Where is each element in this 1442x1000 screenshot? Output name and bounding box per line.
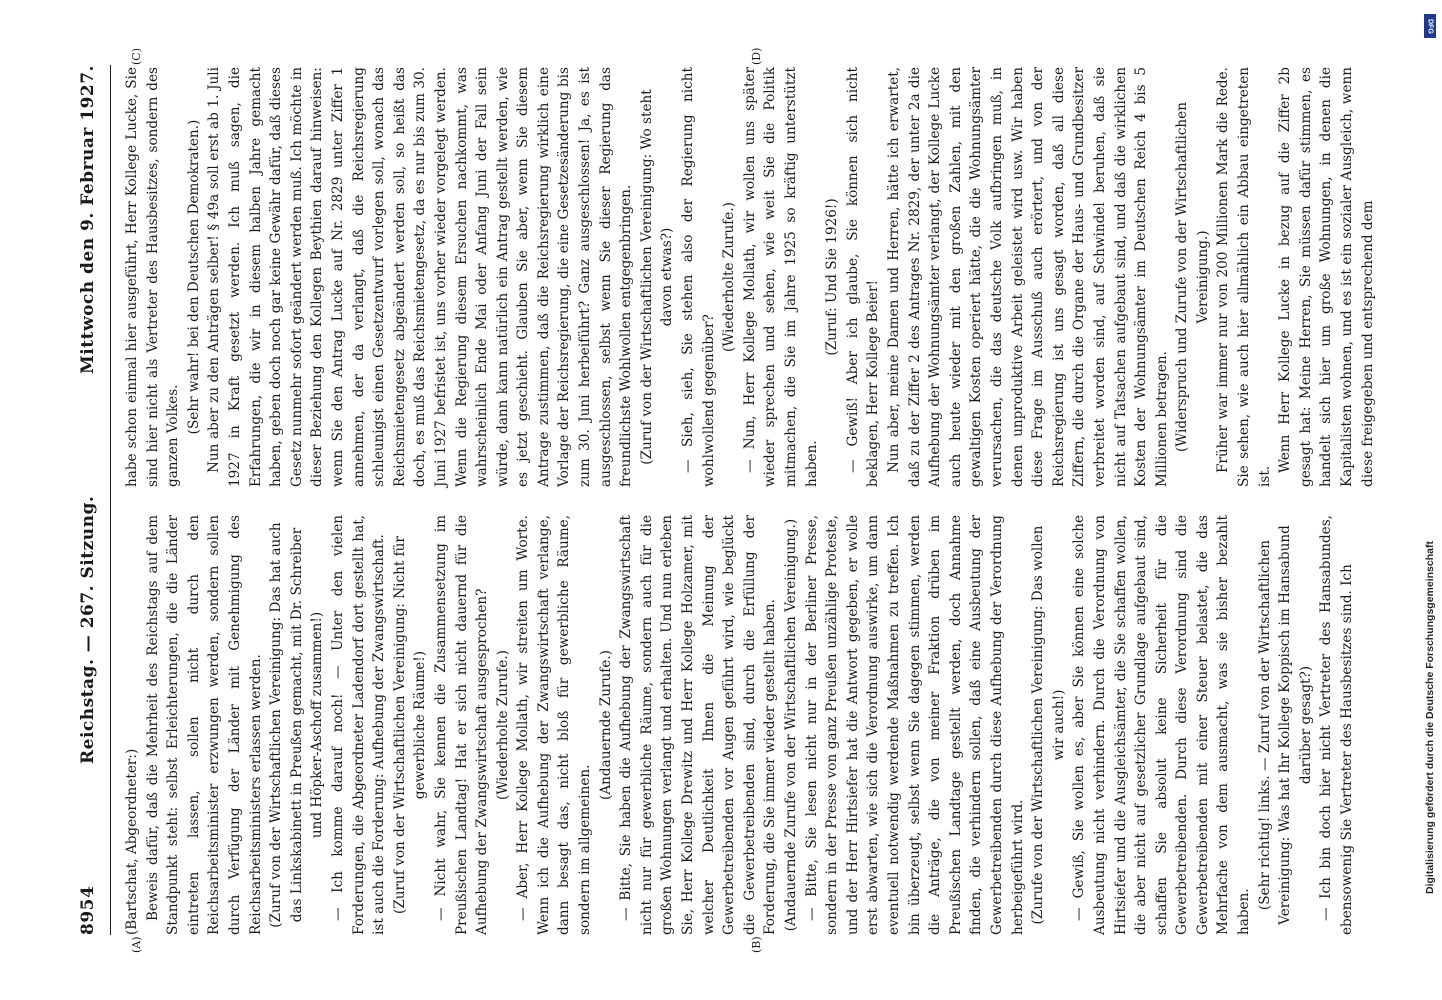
paragraph: habe schon einmal hier ausgeführt, Herr Kollege Lucke, Sie sind hier nicht als Vertreter des Hausbesitzes, sondern des ganzen Volkes. <box>124 67 182 487</box>
paragraph: — Gewiß! Aber ich glaube, Sie können sich nicht beklagen, Herr Kollege Beier! <box>844 67 882 487</box>
session-date: Mittwoch den 9. Februar 1927. <box>78 65 98 375</box>
interjection: (Andauernde Zurufe.) <box>597 650 614 800</box>
left-column <box>122 515 1380 935</box>
paragraph: Wenn Herr Kollege Lucke in bezug auf die Ziffer 2b gesagt hat: Meine Herren, Sie müssen dafür stimmen, es handelt sich hier um große Wohnungen, in denen die Kapitalisten wohnen, und es ist ein sozialer Ausgleich, wenn diese freigegeben und entsprechend dem <box>1277 67 1376 487</box>
margin-marker-b: (B) <box>750 936 763 953</box>
paragraph: — Ich bin doch hier nicht Vertreter des Hansabundes, ebensowenig Sie Vertreter des Hausbesitzes sind. Ich <box>1318 515 1356 935</box>
paragraph: — Ich komme darauf noch! — Unter den vielen Forderungen, die Abgeordneter Ladendorf dort gestellt hat, ist auch die Forderung: Aufhebung der Zwangswirtschaft. <box>329 515 388 935</box>
credit-text: Digitalisierung gefördert durch die Deutsche Forschungsgemeinschaft <box>1424 541 1436 894</box>
digitization-credit <box>1418 14 1442 994</box>
interjection: (Wiederholte Zurufe.) <box>721 202 738 352</box>
page-header <box>78 65 108 935</box>
paragraph: — Gewiß, Sie wollen es, aber Sie können eine solche Ausbeutung nicht verhindern. Durch die Verordnung von Hirtsiefer und die Ausgleichsämter, die Sie schaffen wollen, die aber nicht auf gesetzlicher Grundlage aufgebaut sind, schaffen Sie absolut keine Sicherheit für die Gewerbetreibenden. Durch diese Verordnung sind die Gewerbetreibenden mit einer Steuer belastet, die das Mehrfache von dem ausmacht, was sie bisher bezahlt haben. <box>1071 515 1253 935</box>
paragraph: — Nun, Herr Kollege Mollath, wir wollen uns später wieder sprechen und sehen, wie weit Sie die Politik mitmachen, die Sie im Jahre 1925 so kräftig unterstützt haben. <box>741 67 820 487</box>
interjection: (Zuruf: Und Sie 1926!) <box>824 198 841 356</box>
margin-marker-c: (C) <box>130 48 143 65</box>
interjection: (Zuruf von der Wirtschaftlichen Vereinigung: Nicht für gewerbliche Räume!) <box>391 536 429 914</box>
right-column <box>122 67 1380 487</box>
paragraph: Nun aber, meine Damen und Herren, hätte ich erwartet, daß zu der Ziffer 2 des Antrages Nr. 2829, der unter 2a die Aufhebung der Wohnungsämter verlangt, der Kollege Lucke auch heute wieder mit den großen Zahlen, mit den gewaltigen Kosten operiert hätte, die die Wohnungsämter verursachen, die das deutsche Volk aufbringen muß, in denen unproduktive Arbeit geleistet wird usw. Wir haben diese Frage im Ausschuß auch erörtert, und von der Reichsregierung ist uns gesagt worden, daß all diese Ziffern, die durch die Organe der Haus- und Grundbesitzer verbreitet worden sind, auf Schwindel beruhen, daß sie nicht auf Tatsachen aufgebaut sind, und daß die wirklichen Kosten der Wohnungsämter im Deutschen Reich 4 bis 5 Millionen betragen. <box>885 67 1170 487</box>
interjection: (Sehr richtig! links. — Zuruf von der Wirtschaftlichen Vereinigung: Was hat Ihr Kollege Koppisch im Hansabund darüber gesagt?) <box>1256 525 1314 925</box>
interjection: (Widerspruch und Zurufe von der Wirtschaftlichen Vereinigung.) <box>1174 102 1211 452</box>
interjection: (Wiederholte Zurufe.) <box>494 650 511 800</box>
paragraph: Früher war immer nur von 200 Millionen Mark die Rede. Sie sehen, wie auch hier allmählich ein Abbau eingetreten ist. <box>1215 67 1273 487</box>
paragraph: Beweis dafür, daß die Mehrheit des Reichstags auf dem Standpunkt steht: selbst Erleichterungen, die die Länder eintreten lassen, sollen nicht durch den Reichsarbeitsminister erzwungen werden, sondern sollen durch Verfügung der Länder mit Genehmigung des Reichsarbeitsministers erlassen werden. <box>144 515 264 935</box>
interjection: (Zurufe von der Wirtschaftlichen Vereinigung: Das wollen wir auch!) <box>1030 525 1067 925</box>
paragraph: Nun aber zu den Anträgen selber! § 49a soll erst ab 1. Juli 1927 in Kraft gesetzt werden. Ich muß sagen, die Erfahrungen, die wir in diesem halben Jahre gemacht haben, geben doch noch gar keine Gewähr dafür, daß dieses Gesetz nunmehr sofort geändert werden muß. Ich möchte in dieser Beziehung den Kollegen Beythien darauf hinweisen: wenn Sie den Antrag Lucke auf Nr. 2829 unter Ziffer 1 annehmen, der da verlangt, daß die Reichsregierung schleunigst einen Gesetzentwurf vorlegen soll, wonach das Reichsmietengesetz abgeändert werden soll, so heißt das doch, es muß das Reichsmietengesetz, da es nur bis zum 30. Juni 1927 befristet ist, uns vorher wieder vorgelegt werden. Wenn die Regierung diesem Ersuchen nachkommt, was wahrscheinlich Ende Mai oder Anfang Juni der Fall sein würde, dann kann natürlich ein Antrag gestellt werden, wie es jetzt geschieht. Glauben Sie aber, wenn Sie diesem Antrage zustimmen, daß die Reichsregierung wirklich eine Vorlage der Reichsregierung, die eine Gesetzesänderung bis zum 30. Juni herbeiführt? Ganz ausgeschlossen! Ja, es ist ausgeschlossen, selbst wenn Sie dieser Regierung das freundlichste Wohlwollen entgegenbringen. <box>206 67 635 487</box>
interjection: (Zuruf von der Wirtschaftlichen Vereinigung: Wo steht davon etwas?) <box>638 89 676 465</box>
paragraph: — Bitte, Sie lesen nicht nur in der Berliner Presse, sondern in der Presse von ganz Preußen unzählige Proteste, und der Herr Hirtsiefer hat die Antwort gegeben, er wolle erst abwarten, wie sich die Verordnung auswirke, um dann eventuell notwendig werdende Maßnahmen zu treffen. Ich bin überzeugt, selbst wenn Sie dagegen stimmen, werden die Anträge, die von meiner Fraktion drüben im Preußischen Landtage gestellt werden, doch Annahme finden, die verhindern sollen, daß eine Ausbeutung der Gewerbetreibenden durch diese Aufhebung der Verordnung herbeigeführt wird. <box>803 515 1026 935</box>
header-rule <box>110 65 111 935</box>
dfg-logo: DFG <box>1424 14 1436 38</box>
interjection: (Sehr wahr! bei den Deutschen Demokraten.) <box>185 119 202 435</box>
paragraph: — Sieh, sieh, Sie stehen also der Regierung nicht wohlwollend gegenüber? <box>680 67 717 487</box>
session-title: Reichstag. — 267. Sitzung. <box>78 495 98 764</box>
interjection: (Andauernde Zurufe von der Wirtschaftlichen Vereinigung.) <box>783 518 799 932</box>
interjection: (Zuruf von der Wirtschaftlichen Vereinigung: Das hat auch das Linkskabinett in Preußen gemacht, mit Dr. Schreiber und Höpker-Aschoff zusammen!) <box>268 522 326 928</box>
paragraph: — Nicht wahr, Sie kennen die Zusammensetzung im Preußischen Landtag! Hat er sich nicht dauernd für die Aufhebung der Zwangswirtschaft ausgesprochen? <box>432 515 491 935</box>
rotated-page <box>60 45 1390 955</box>
margin-marker-a: (A) <box>130 936 143 953</box>
paragraph: — Bitte, Sie haben die Aufhebung der Zwangswirtschaft nicht nur für gewerbliche Räume, sondern auch für die großen Wohnungen verlangt und erhalten. Und nun erleben Sie, Herr Kollege Drewitz und Herr Kollege Holzamer, mit welcher Deutlichkeit Ihnen die Meinung der Gewerbetreibenden vor Augen geführt wird, wie beglückt die Gewerbetreibenden sind, durch die Erfüllung der Forderung, die Sie immer wieder gestellt haben. <box>618 515 779 935</box>
speaker-line: (Bartschat, Abgeordneter:) <box>124 748 140 935</box>
page-number: 8954 <box>78 885 98 935</box>
paragraph: — Aber, Herr Kollege Mollath, wir streiten um Worte. Wenn ich die Aufhebung der Zwangswirtschaft verlange, dann besagt das, nicht bloß für gewerbliche Räume, sondern im allgemeinen. <box>515 515 594 935</box>
margin-marker-d: (D) <box>750 47 763 65</box>
